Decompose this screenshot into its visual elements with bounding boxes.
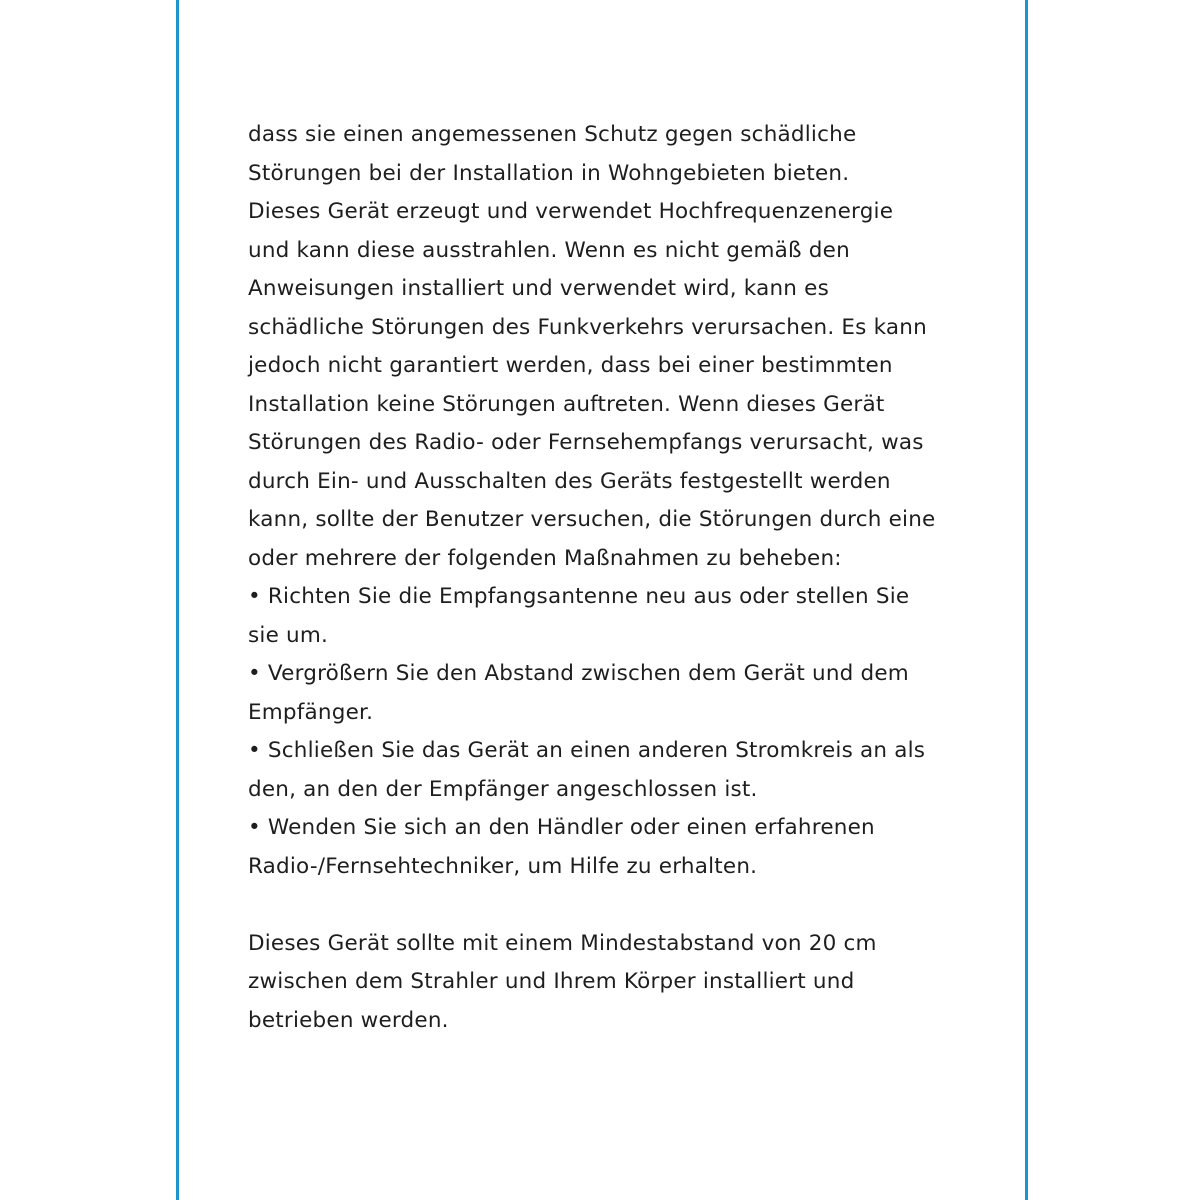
distance-paragraph [248,925,935,1041]
text-line: dass sie einen angemessenen Schutz gegen schädliche [248,122,857,147]
text-line: Empfänger. [248,699,374,725]
text-line: oder mehrere der folgenden Maßnahmen zu beheben: [248,545,842,571]
text-line: und kann diese ausstrahlen. Wenn es nicht gemäß den [248,237,850,263]
text-line: schädliche Störungen des Funkverkehrs verursachen. Es kann [248,314,927,340]
interference-paragraph [248,116,935,886]
text-line: Anweisungen installiert und verwendet wird, kann es [248,276,829,301]
text-line: sie um. [248,622,329,648]
text-line: • Vergrößern Sie den Abstand zwischen dem Gerät und dem [248,661,909,686]
text-line: betrieben werden. [248,1007,449,1033]
document-body [248,116,935,1040]
text-line: Störungen bei der Installation in Wohngebieten bieten. [248,160,850,186]
text-line: • Wenden Sie sich an den Händler oder einen erfahrenen [248,815,875,840]
paragraph-spacer [248,886,935,925]
text-line: Dieses Gerät erzeugt und verwendet Hochfrequenzenergie [248,199,894,224]
text-line: zwischen dem Strahler und Ihrem Körper installiert und [248,969,855,994]
text-line: • Schließen Sie das Gerät an einen anderen Stromkreis an als [248,738,926,763]
text-line: den, an den der Empfänger angeschlossen ist. [248,776,758,802]
text-line: Dieses Gerät sollte mit einem Mindestabstand von 20 cm [248,930,877,956]
text-line: Radio-/Fernsehtechniker, um Hilfe zu erhalten. [248,853,758,879]
text-line: durch Ein- und Ausschalten des Geräts festgestellt werden [248,468,891,494]
text-line: jedoch nicht garantiert werden, dass bei einer bestimmten [248,353,893,378]
text-line: Installation keine Störungen auftreten. Wenn dieses Gerät [248,391,885,417]
text-line: kann, sollte der Benutzer versuchen, die Störungen durch eine [248,507,936,532]
text-line: Störungen des Radio- oder Fernsehempfangs verursacht, was [248,430,924,455]
text-line: • Richten Sie die Empfangsantenne neu aus oder stellen Sie [248,584,910,609]
